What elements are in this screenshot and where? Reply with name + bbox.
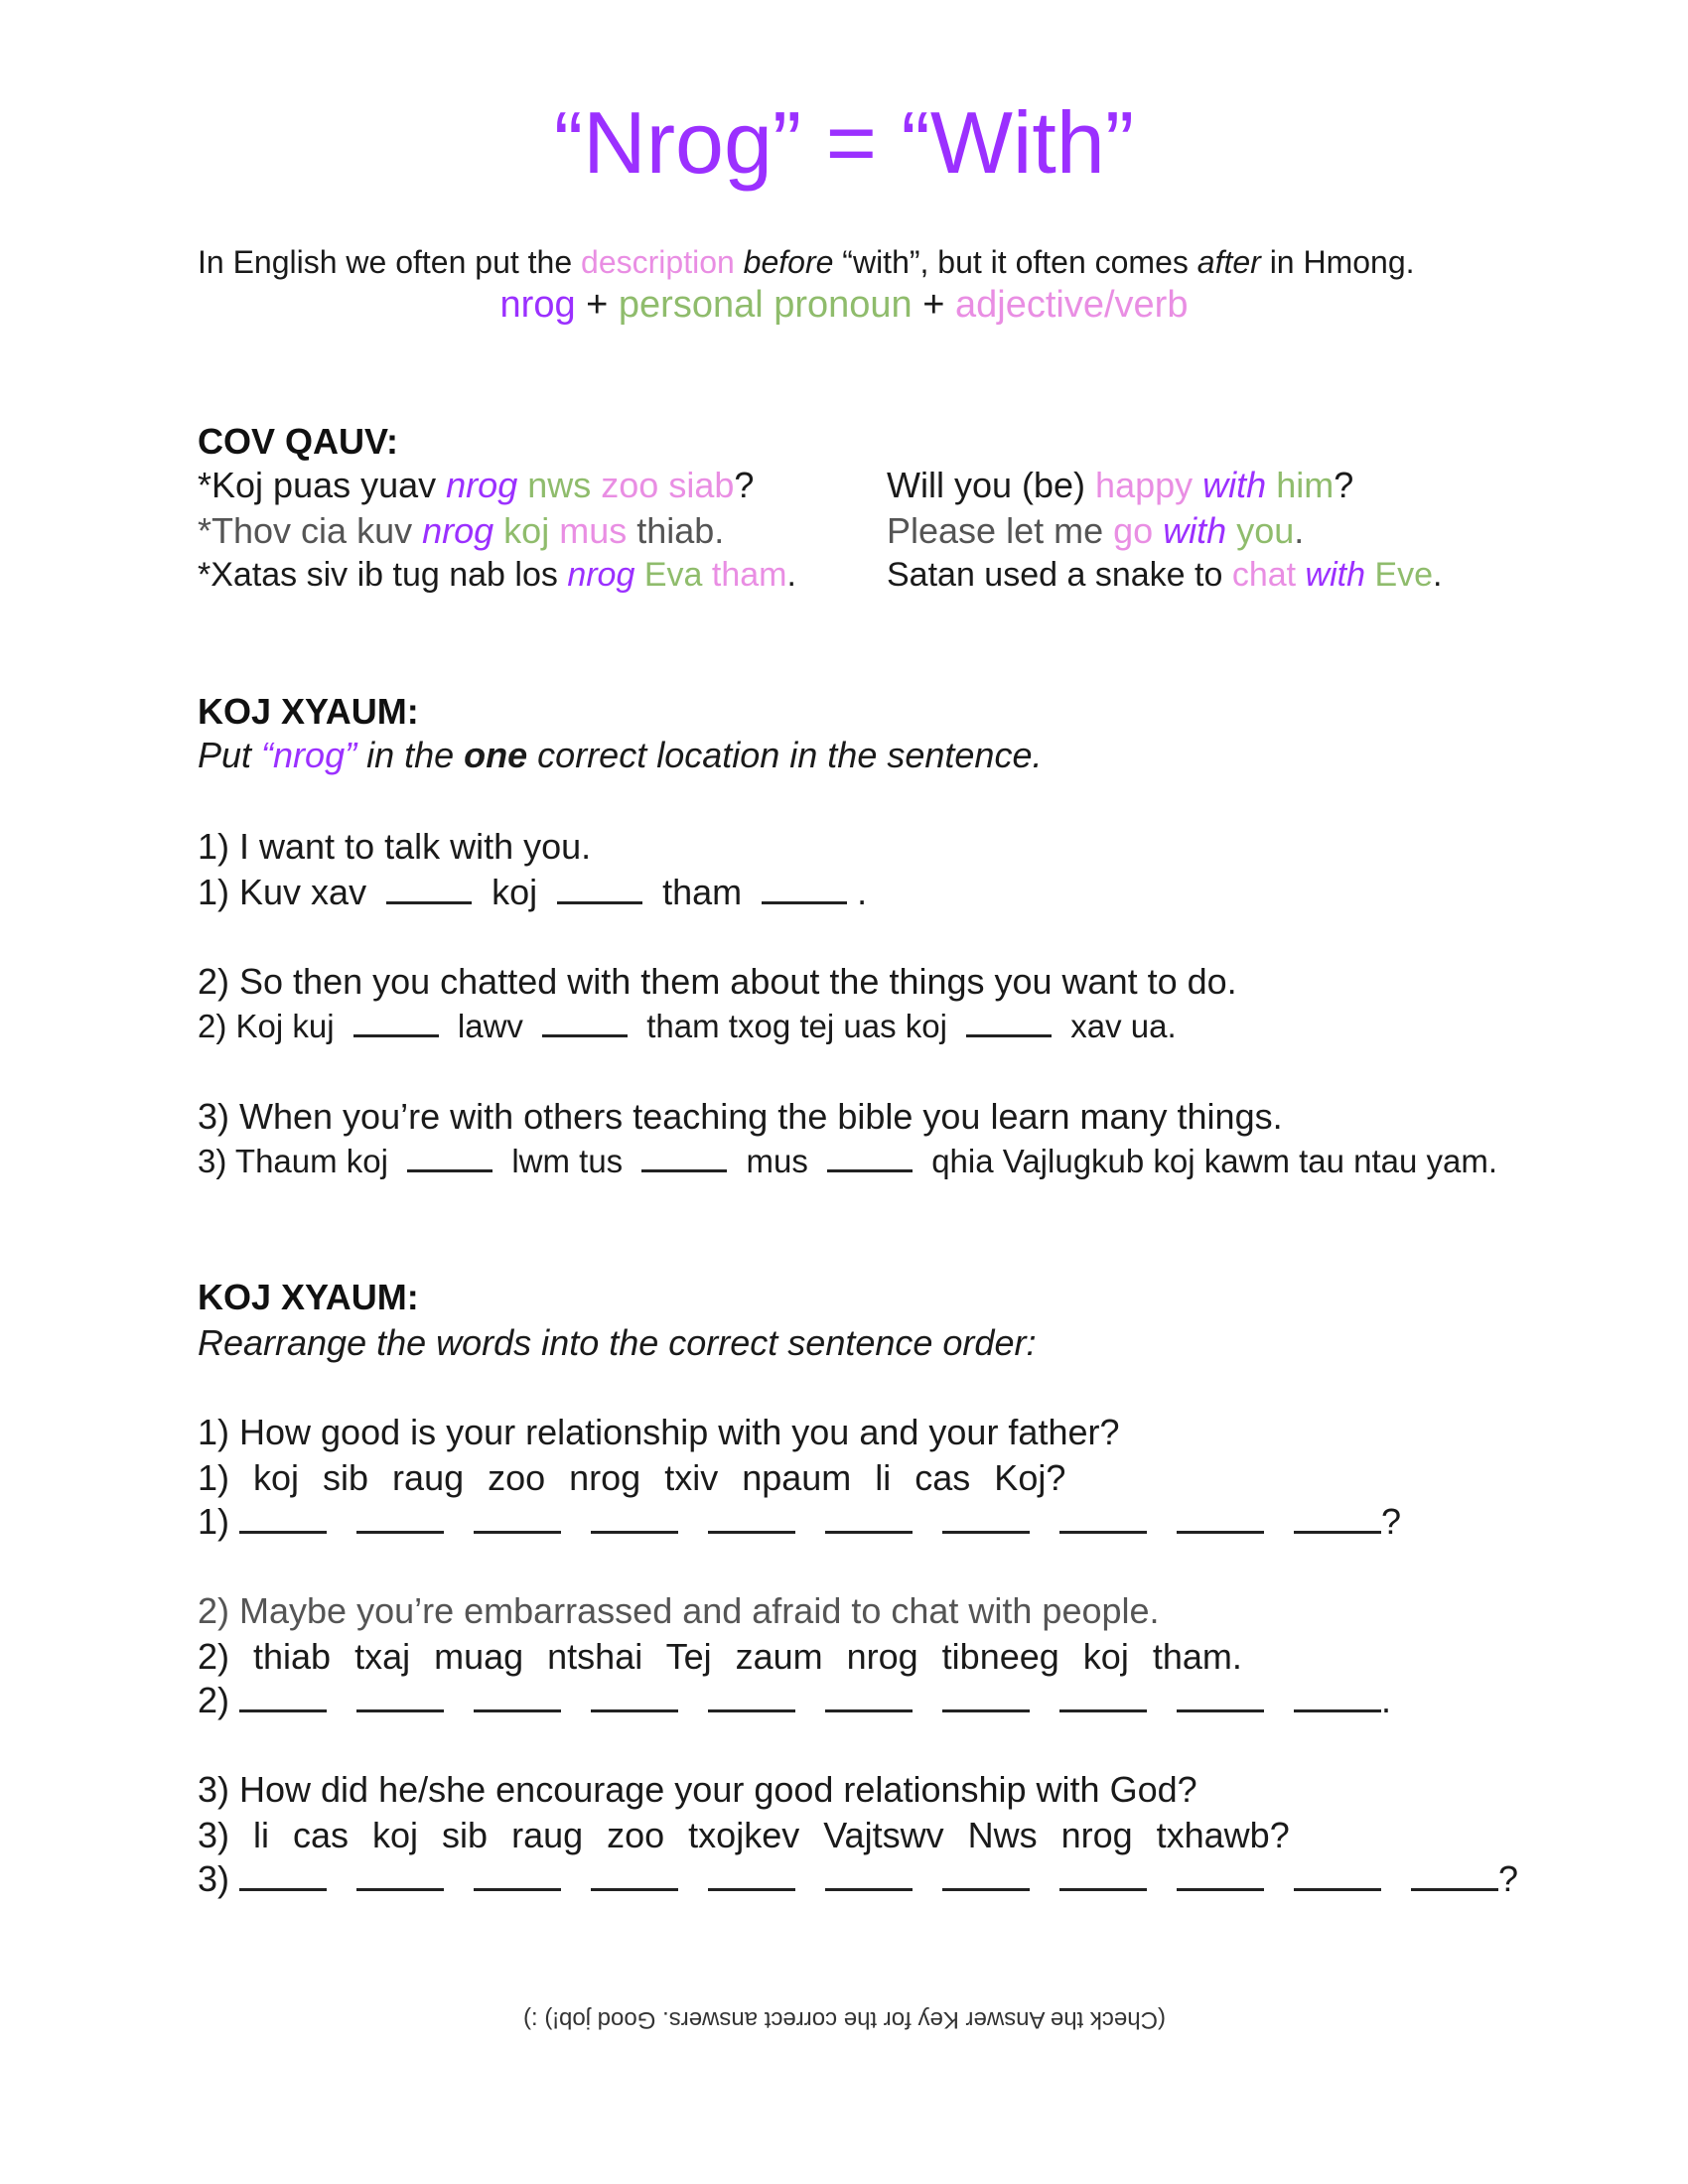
- answer-blank[interactable]: [1177, 1501, 1264, 1534]
- example-hmong-1: *Koj puas yuav nrog nws zoo siab?: [198, 465, 755, 505]
- answer-blank[interactable]: [641, 1142, 727, 1172]
- answer-blank[interactable]: [1059, 1680, 1147, 1712]
- answer-blank[interactable]: [474, 1501, 561, 1534]
- exercise2-instruction: Rearrange the words into the correct sentence order:: [198, 1322, 1037, 1363]
- example-english-3: Satan used a snake to chat with Eve.: [887, 556, 1443, 594]
- answer-blank[interactable]: [542, 1007, 628, 1037]
- answer-blank[interactable]: [356, 1501, 444, 1534]
- answer-blank[interactable]: [474, 1680, 561, 1712]
- answer-blank[interactable]: [1411, 1858, 1498, 1891]
- answer-blank[interactable]: [708, 1680, 795, 1712]
- ex2-answer-row-2: 2) .: [198, 1680, 1392, 1720]
- ex2-english-2: 2) Maybe you’re embarrassed and afraid to chat with people.: [198, 1590, 1160, 1631]
- answer-blank[interactable]: [1177, 1680, 1264, 1712]
- answer-key-note: (Check the Answer Key for the correct answers. Good job!) :): [522, 2006, 1166, 2033]
- intro-text: In English we often put the description before “with”, but it often comes after in Hmong.: [198, 244, 1415, 280]
- answer-blank[interactable]: [966, 1007, 1052, 1037]
- answer-blank[interactable]: [942, 1680, 1030, 1712]
- answer-blank[interactable]: [353, 1007, 439, 1037]
- answer-blank[interactable]: [942, 1501, 1030, 1534]
- ex1-english-2: 2) So then you chatted with them about the things you want to do.: [198, 961, 1237, 1002]
- ex1-hmong-3: 3) Thaum koj lwm tus mus qhia Vajlugkub koj kawm tau ntau yam.: [198, 1143, 1498, 1179]
- answer-blank[interactable]: [474, 1858, 561, 1891]
- answer-blank[interactable]: [591, 1680, 678, 1712]
- answer-blank[interactable]: [591, 1858, 678, 1891]
- answer-blank[interactable]: [1177, 1858, 1264, 1891]
- ex2-scrambled-1: 1) koj sib raug zoo nrog txiv npaum li cas Koj?: [198, 1457, 1066, 1498]
- ex2-answer-row-3: 3) ?: [198, 1858, 1519, 1899]
- answer-blank[interactable]: [239, 1680, 327, 1712]
- answer-blank[interactable]: [708, 1858, 795, 1891]
- answer-blank[interactable]: [239, 1501, 327, 1534]
- ex1-hmong-2: 2) Koj kuj lawv tham txog tej uas koj xav ua.: [198, 1008, 1177, 1044]
- answer-blank[interactable]: [762, 874, 847, 904]
- answer-blank[interactable]: [1294, 1858, 1381, 1891]
- answer-blank[interactable]: [407, 1142, 492, 1172]
- answer-blank[interactable]: [1059, 1858, 1147, 1891]
- answer-blank[interactable]: [356, 1680, 444, 1712]
- answer-blank[interactable]: [827, 1142, 913, 1172]
- example-english-2: Please let me go with you.: [887, 510, 1305, 551]
- formula: nrog + personal pronoun + adjective/verb: [499, 284, 1189, 326]
- answer-blank[interactable]: [591, 1501, 678, 1534]
- ex1-english-1: 1) I want to talk with you.: [198, 826, 592, 867]
- description-word: description: [581, 244, 735, 280]
- ex1-hmong-1: 1) Kuv xav koj tham .: [198, 872, 868, 912]
- answer-blank[interactable]: [825, 1501, 913, 1534]
- examples-heading: COV QAUV:: [198, 421, 399, 462]
- answer-blank[interactable]: [942, 1858, 1030, 1891]
- example-english-1: Will you (be) happy with him?: [887, 465, 1354, 505]
- exercise2-heading: KOJ XYAUM:: [198, 1277, 419, 1317]
- ex2-answer-row-1: 1) ?: [198, 1501, 1402, 1542]
- ex1-english-3: 3) When you’re with others teaching the bible you learn many things.: [198, 1096, 1283, 1137]
- answer-blank[interactable]: [1294, 1501, 1381, 1534]
- answer-blank[interactable]: [386, 874, 472, 904]
- ex2-scrambled-3: 3) li cas koj sib raug zoo txojkev Vajtswv Nws nrog txhawb?: [198, 1815, 1290, 1855]
- answer-blank[interactable]: [356, 1858, 444, 1891]
- exercise1-instruction: Put “nrog” in the one correct location in the sentence.: [198, 735, 1043, 775]
- ex2-scrambled-2: 2) thiab txaj muag ntshai Tej zaum nrog tibneeg koj tham.: [198, 1636, 1242, 1677]
- answer-blank[interactable]: [557, 874, 642, 904]
- ex2-english-3: 3) How did he/she encourage your good relationship with God?: [198, 1769, 1197, 1810]
- answer-blank[interactable]: [1294, 1680, 1381, 1712]
- answer-blank[interactable]: [825, 1680, 913, 1712]
- page-title: “Nrog” = “With”: [553, 93, 1135, 192]
- example-hmong-3: *Xatas siv ib tug nab los nrog Eva tham.: [198, 556, 796, 594]
- ex2-english-1: 1) How good is your relationship with you and your father?: [198, 1412, 1120, 1452]
- exercise1-heading: KOJ XYAUM:: [198, 691, 419, 732]
- answer-blank[interactable]: [708, 1501, 795, 1534]
- example-hmong-2: *Thov cia kuv nrog koj mus thiab.: [198, 510, 725, 551]
- answer-blank[interactable]: [239, 1858, 327, 1891]
- answer-blank[interactable]: [1059, 1501, 1147, 1534]
- answer-blank[interactable]: [825, 1858, 913, 1891]
